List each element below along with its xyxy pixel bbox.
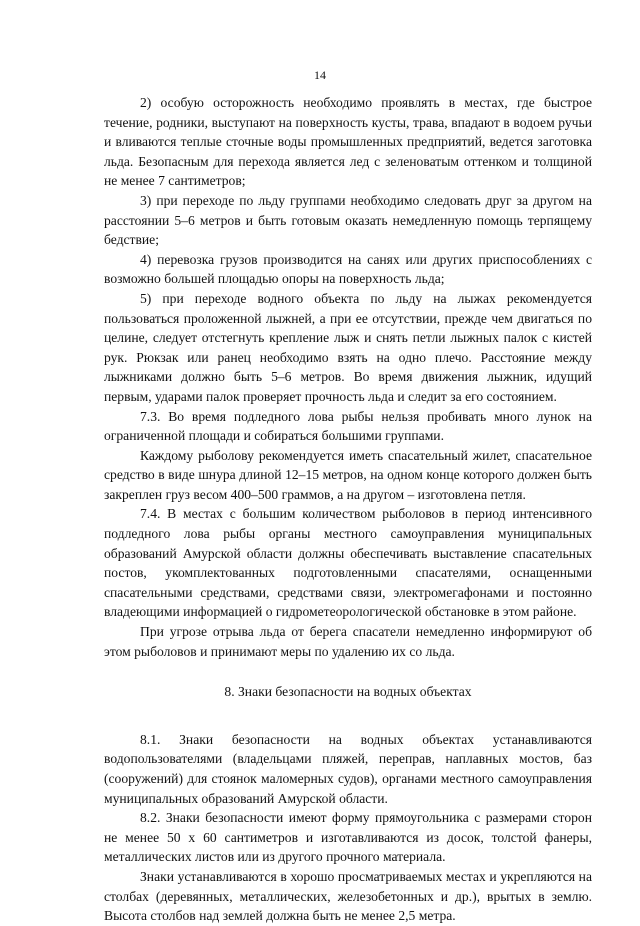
document-body <box>104 93 592 926</box>
paragraph-rule-3: 3) при переходе по льду группами необходимо следовать друг за другом на расстоянии 5–6 метров и быть готовым оказать немедленную помощь терпящему бедствие; <box>104 192 592 248</box>
paragraph-8-1: 8.1. Знаки безопасности на водных объектах устанавливаются водопользователями (владельцами пляжей, переправ, наплавных мостов, баз (сооружений) для стоянок маломерных судов), органами местного самоуправления муниципальных образований Амурской области. <box>104 731 592 806</box>
page-number: 14 <box>314 68 326 82</box>
paragraph-ice-break-threat: При угрозе отрыва льда от берега спасатели немедленно информируют об этом рыболовов и принимают меры по удалению их со льда. <box>104 624 592 659</box>
paragraph-7-3: 7.3. Во время подледного лова рыбы нельзя пробивать много лунок на ограниченной площади и собираться большими группами. <box>104 408 592 444</box>
paragraph-rule-5: 5) при переходе водного объекта по льду на лыжах рекомендуется пользоваться проложенной лыжней, а при ее отсутствии, прежде чем двигаться по целине, следует отстегнуть крепление лыж и снять петли лыжных палок с кистей рук. Рюкзак или ранец необходимо взять на одно плечо. Расстояние между лыжниками должно быть 5–6 метров. Во время движения лыжник, идущий первым, ударами палок проверяет прочность льда и следит за его состоянием. <box>104 290 592 404</box>
section-heading: 8. Знаки безопасности на водных объектах <box>224 684 472 700</box>
paragraph-rule-4: 4) перевозка грузов производится на санях или других приспособлениях с возможно большей площадью опоры на поверхность льда; <box>104 251 592 287</box>
paragraph-7-4: 7.4. В местах с большим количеством рыболовов в период интенсивного подледного лова рыбы органы местного самоуправления муниципальных образований Амурской области должны обеспечивать выставление спасательных постов, укомплектованных подготовленными спасателями, оснащенными спасательными средствами, средствами связи, электромегафонами и постоянно владеющими информацией о гидрометеорологической обстановке в этом районе. <box>104 506 592 620</box>
paragraph-rule-2: 2) особую осторожность необходимо проявлять в местах, где быстрое течение, родники, выступают на поверхность кусты, трава, впадают в водоем ручьи и вливаются теплые сточные воды промышленных предприятий, ведется заготовка льда. Безопасным для перехода является лед с зеленоватым оттенком и толщиной не менее 7 сантиметров; <box>104 95 592 189</box>
paragraph-fisher-equipment: Каждому рыболову рекомендуется иметь спасательный жилет, спасательное средство в виде шнура длиной 12–15 метров, на одном конце которого должен быть закреплен груз весом 400–500 граммов, а на другом – изготовлена петля. <box>104 447 592 502</box>
paragraph-8-2: 8.2. Знаки безопасности имеют форму прямоугольника с размерами сторон не менее 50 х 60 сантиметров и изготавливаются из досок, толстой фанеры, металлических листов или из другого прочного материала. <box>104 810 592 865</box>
paragraph-sign-installation: Знаки устанавливаются в хорошо просматриваемых местах и укрепляются на столбах (деревянных, металлических, железобетонных и др.), врытых в землю. Высота столбов над землей должна быть не менее 2,5 метра. <box>104 868 592 924</box>
